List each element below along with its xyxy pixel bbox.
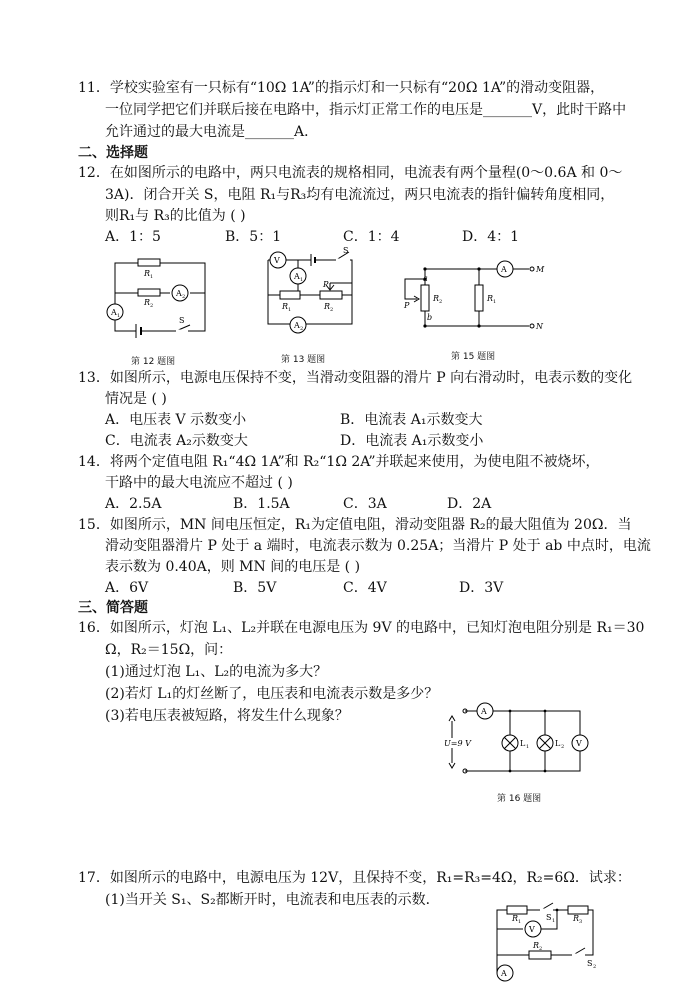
q16-line1: 16．如图所示，灯泡 L₁、L₂并联在电源电压为 9V 的电路中，已知灯泡电阻分别是 R₁＝30 (78, 620, 645, 636)
q16-sub2: (2)若灯 L₁的灯丝断了，电压表和电流表示数是多少？ (105, 686, 439, 702)
q12-option-a: A．1：5 (105, 229, 161, 245)
fig13-slider-p: P (323, 280, 329, 289)
fig16-ammeter: A (481, 707, 487, 716)
fig16-voltage-label: U=9 V (444, 739, 471, 748)
q13-line1: 13．如图所示，电源电压保持不变，当滑动变阻器的滑片 P 向右滑动时，电表示数的变化 (78, 370, 633, 386)
q12-option-d: D．4：1 (462, 229, 520, 245)
fig17-voltmeter: V (529, 925, 535, 934)
q16-sub1: (1)通过灯泡 L₁、L₂的电流为多大？ (105, 664, 328, 680)
svg-text:1: 1 (117, 313, 121, 319)
fig16-lamp-l2: L (555, 739, 561, 748)
svg-text:1: 1 (518, 919, 522, 925)
svg-text:1: 1 (552, 918, 556, 924)
svg-text:2: 2 (561, 744, 565, 750)
svg-text:1: 1 (288, 307, 292, 313)
q16-line2: Ω，R₂＝15Ω，问： (105, 642, 233, 658)
fig12-ammeter-a1: A (111, 308, 117, 317)
svg-text:1: 1 (493, 299, 497, 305)
q17-sub1: (1)当开关 S₁、S₂都断开时，电流表和电压表的示数． (105, 892, 440, 908)
q14-line1: 14．将两个定值电阻 R₁“4Ω 1A”和 R₂“1Ω 2A”并联起来使用，为使电阻不被烧坏， (78, 454, 600, 470)
fig13-ammeter-a1: A (294, 272, 300, 281)
fig15-terminal-m: M (536, 265, 545, 274)
fig17-r2-label: R (533, 941, 540, 950)
figure-13-circuit (258, 247, 358, 337)
q13-option-d: D．电流表 A₁示数变小 (340, 433, 484, 449)
section-choice-heading: 二、选择题 (78, 145, 148, 161)
fig17-r3-label: R (573, 914, 580, 923)
fig12-ammeter-a2: A (176, 289, 182, 298)
fig15-label-a: a (423, 274, 428, 283)
q14-option-d: D．2A (447, 496, 492, 512)
section-short-answer-heading: 三、简答题 (78, 600, 148, 616)
fig13-switch-label: S (343, 246, 349, 255)
q13-option-c: C．电流表 A₂示数变大 (105, 433, 248, 449)
fig17-r1-label: R (512, 914, 519, 923)
svg-text:2: 2 (439, 299, 443, 305)
fig13-r2-label: R (324, 302, 331, 311)
q15-line2: 滑动变阻器滑片 P 处于 a 端时，电流表示数为 0.25A；当滑片 P 处于 ab 中点时，电流 (105, 538, 651, 554)
svg-text:2: 2 (539, 946, 543, 952)
q12-line1: 12．在如图所示的电路中，两只电流表的规格相同，电流表有两个量程(0～0.6A 和 0～ (78, 165, 623, 181)
q14-option-b: B．1.5A (233, 496, 290, 512)
q14-option-c: C．3A (343, 496, 387, 512)
fig15-r2-label: R (433, 294, 440, 303)
svg-text:1: 1 (526, 744, 530, 750)
q13-option-b: B．电流表 A₁示数变大 (340, 412, 483, 428)
svg-text:2: 2 (330, 307, 334, 313)
fig13-voltmeter: V (274, 256, 280, 265)
svg-text:2: 2 (300, 326, 304, 332)
q12-option-b: B．5：1 (225, 229, 282, 245)
fig12-r2-label: R (144, 298, 151, 307)
q16-sub3: (3)若电压表被短路，将发生什么现象？ (105, 708, 349, 724)
svg-text:2: 2 (593, 964, 597, 970)
q11-line2: 一位同学把它们并联后接在电路中，指示灯正常工作的电压是_______V，此时干路中 (105, 102, 627, 118)
svg-text:3: 3 (579, 919, 583, 925)
q15-option-a: A．6V (105, 580, 149, 596)
fig12-switch-label: S (179, 316, 185, 325)
fig12-r1-label: R (144, 269, 151, 278)
fig15-ammeter: A (501, 265, 507, 274)
q11-line1: 11．学校实验室有一只标有“10Ω 1A”的指示灯和一只标有“20Ω 1A”的滑动变阻器， (78, 80, 605, 96)
fig16-caption: 第 16 题图 (497, 794, 542, 804)
figure-12-circuit (100, 258, 215, 338)
fig13-r1-label: R (282, 302, 289, 311)
fig17-switch-s1: S (546, 913, 552, 922)
q13-option-a: A．电压表 V 示数变小 (105, 412, 247, 428)
svg-text:2: 2 (182, 294, 186, 300)
q15-option-c: C．4V (343, 580, 387, 596)
q14-line2: 干路中的最大电流应不超过 ( ) (105, 475, 293, 491)
svg-text:1: 1 (150, 274, 154, 280)
figure-17-circuit (493, 900, 603, 980)
fig16-voltmeter: V (576, 739, 582, 748)
fig16-lamp-l1: L (520, 739, 526, 748)
fig15-slider-p: P (404, 301, 410, 310)
fig12-caption: 第 12 题图 (131, 357, 176, 367)
q12-line3: 则R₁与 R₃的比值为 ( ) (105, 208, 246, 224)
figure-16-circuit (440, 703, 590, 778)
fig17-ammeter: A (501, 969, 507, 978)
q14-option-a: A．2.5A (105, 496, 162, 512)
q15-line1: 15．如图所示，MN 间电压恒定，R₁为定值电阻，滑动变阻器 R₂的最大阻值为 20Ω．当 (78, 517, 632, 533)
fig13-caption: 第 13 题图 (281, 355, 326, 365)
q12-option-c: C．1：4 (343, 229, 400, 245)
svg-text:1: 1 (300, 277, 304, 283)
fig17-switch-s2: S (587, 959, 593, 968)
q15-option-b: B．5V (233, 580, 277, 596)
fig15-caption: 第 15 题图 (451, 352, 496, 362)
q12-line2: 3A)．闭合开关 S，电阻 R₁与R₃均有电流流过，两只电流表的指针偏转角度相同， (105, 187, 615, 203)
q11-line3: 允许通过的最大电流是_______A． (105, 124, 319, 140)
q15-option-d: D．3V (459, 580, 504, 596)
svg-text:2: 2 (150, 303, 154, 309)
fig15-label-b: b (427, 313, 433, 322)
q17-line1: 17．如图所示的电路中，电源电压为 12V，且保持不变，R₁=R₃=4Ω，R₂=6Ω．试求： (78, 870, 631, 886)
q13-line2: 情况是 ( ) (105, 391, 167, 407)
fig15-terminal-n: N (536, 322, 543, 331)
fig13-ammeter-a2: A (294, 321, 300, 330)
fig15-r1-label: R (487, 294, 494, 303)
figure-15-circuit (397, 257, 547, 335)
q15-line3: 表示数为 0.40A，则 MN 间的电压是 ( ) (105, 559, 361, 575)
